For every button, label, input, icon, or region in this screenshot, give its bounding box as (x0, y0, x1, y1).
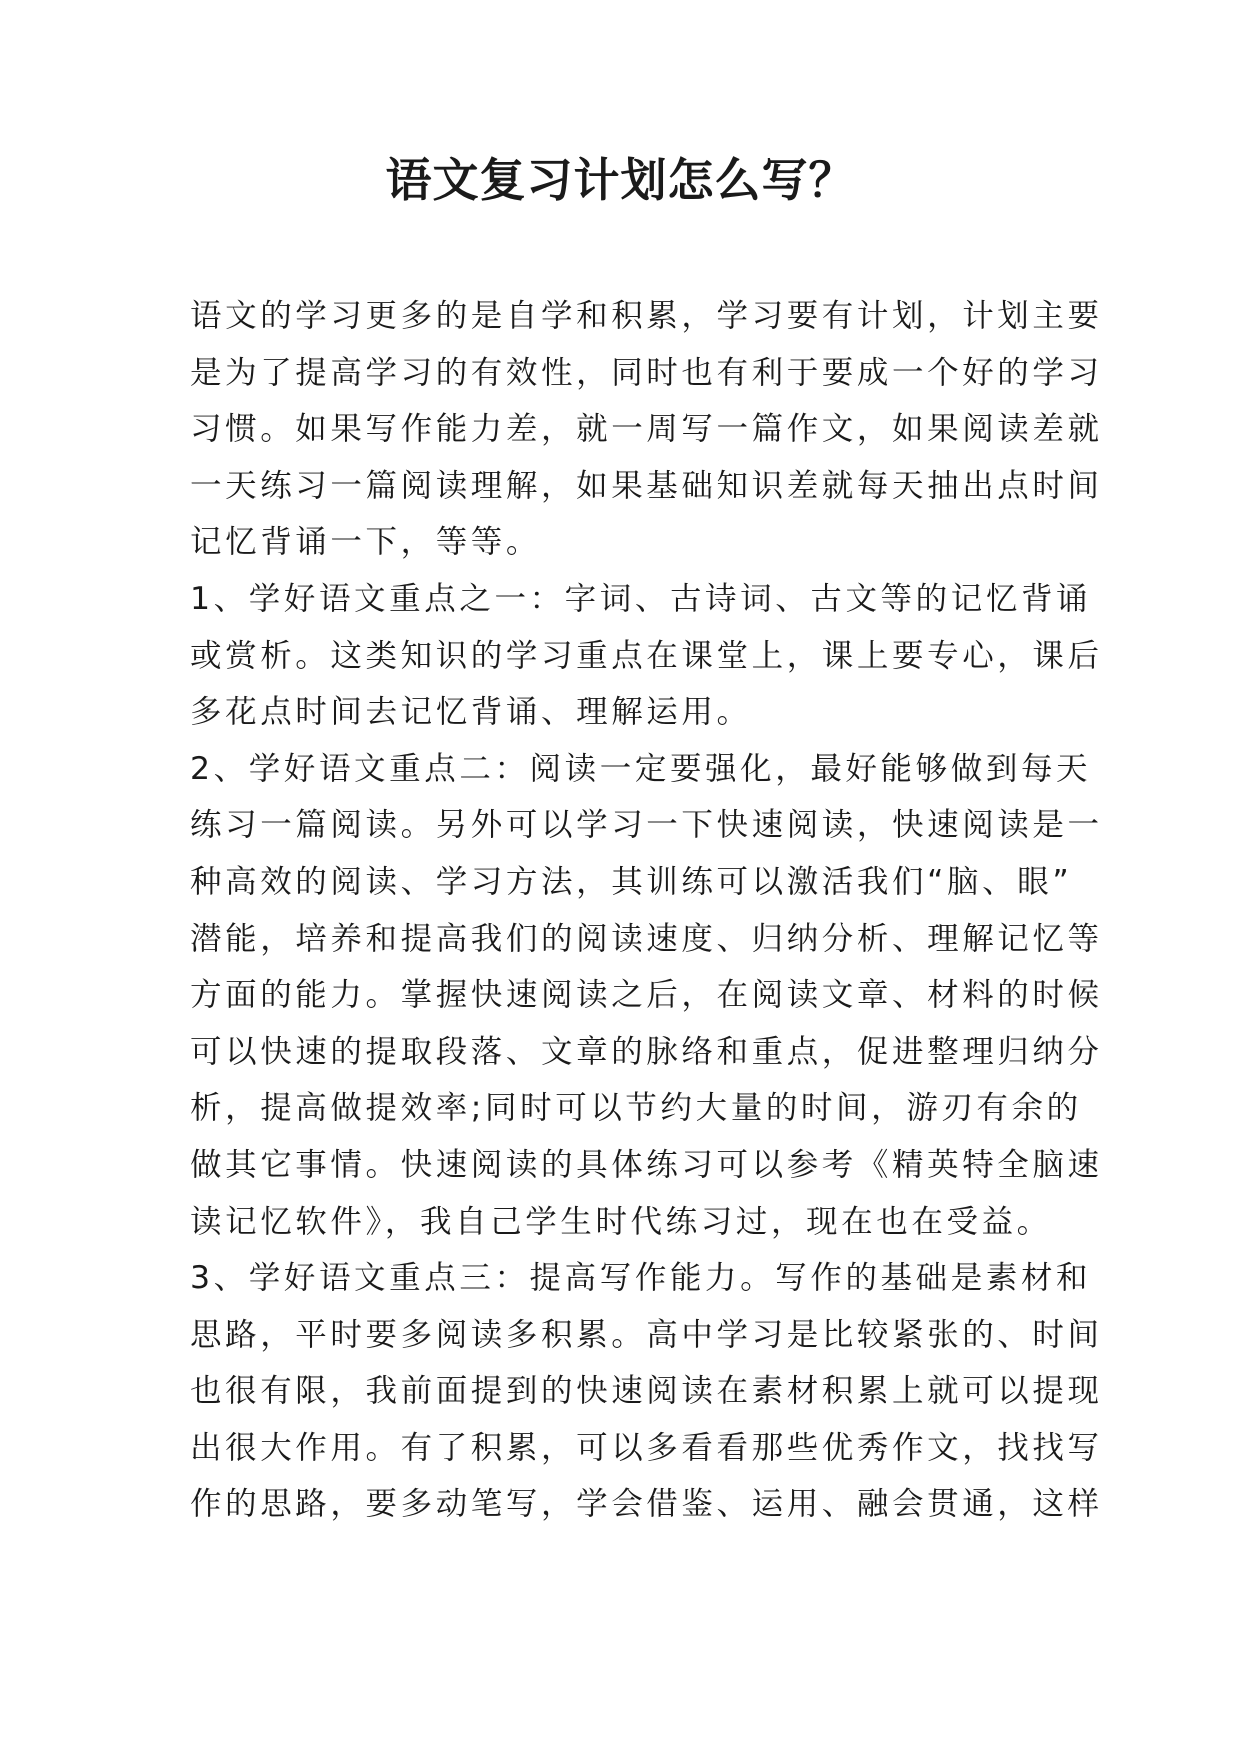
body-line: 或赏析。这类知识的学习重点在课堂上，课上要专心，课后 (190, 637, 1103, 674)
body-line: 作的思路，要多动笔写，学会借鉴、运用、融会贯通，这样 (190, 1486, 1103, 1523)
body-line: 练习一篇阅读。另外可以学习一下快速阅读，快速阅读是一 (190, 807, 1103, 844)
body-line: 也很有限，我前面提到的快速阅读在素材积累上就可以提现 (190, 1373, 1103, 1410)
body-line: 语文的学习更多的是自学和积累，学习要有计划，计划主要 (190, 298, 1103, 334)
body-line: 记忆背诵一下，等等。 (190, 524, 542, 561)
body-line: 方面的能力。掌握快速阅读之后，在阅读文章、材料的时候 (190, 977, 1103, 1014)
body-line: 可以快速的提取段落、文章的脉络和重点，促进整理归纳分 (190, 1033, 1103, 1070)
body-line: 潜能，培养和提高我们的阅读速度、归纳分析、理解记忆等 (190, 920, 1103, 957)
document-title: 语文复习计划怎么写？ (385, 153, 856, 207)
body-line: 是为了提高学习的有效性，同时也有利于要成一个好的学习 (190, 354, 1103, 391)
body-line: 多花点时间去记忆背诵、理解运用。 (190, 694, 752, 731)
body-line: 3、学好语文重点三：提高写作能力。写作的基础是素材和 (190, 1260, 1092, 1297)
body-line: 2、学好语文重点二：阅读一定要强化，最好能够做到每天 (190, 750, 1092, 787)
body-line: 析，提高做提效率;同时可以节约大量的时间，游刃有余的 (190, 1090, 1082, 1127)
body-line: 读记忆软件》，我自己学生时代练习过，现在也在受益。 (190, 1203, 1052, 1240)
body-line: 做其它事情。快速阅读的具体练习可以参考《精英特全脑速 (190, 1146, 1103, 1183)
body-line: 种高效的阅读、学习方法，其训练可以激活我们“脑、眼” (190, 863, 1073, 900)
body-line: 1、学好语文重点之一：字词、古诗词、古文等的记忆背诵 (190, 580, 1092, 617)
body-line: 思路，平时要多阅读多积累。高中学习是比较紧张的、时间 (190, 1316, 1103, 1353)
document-body (190, 288, 1103, 1533)
body-line: 一天练习一篇阅读理解，如果基础知识差就每天抽出点时间 (190, 467, 1103, 504)
body-line: 出很大作用。有了积累，可以多看看那些优秀作文，找找写 (190, 1429, 1103, 1466)
body-line: 习惯。如果写作能力差，就一周写一篇作文，如果阅读差就 (190, 411, 1103, 448)
